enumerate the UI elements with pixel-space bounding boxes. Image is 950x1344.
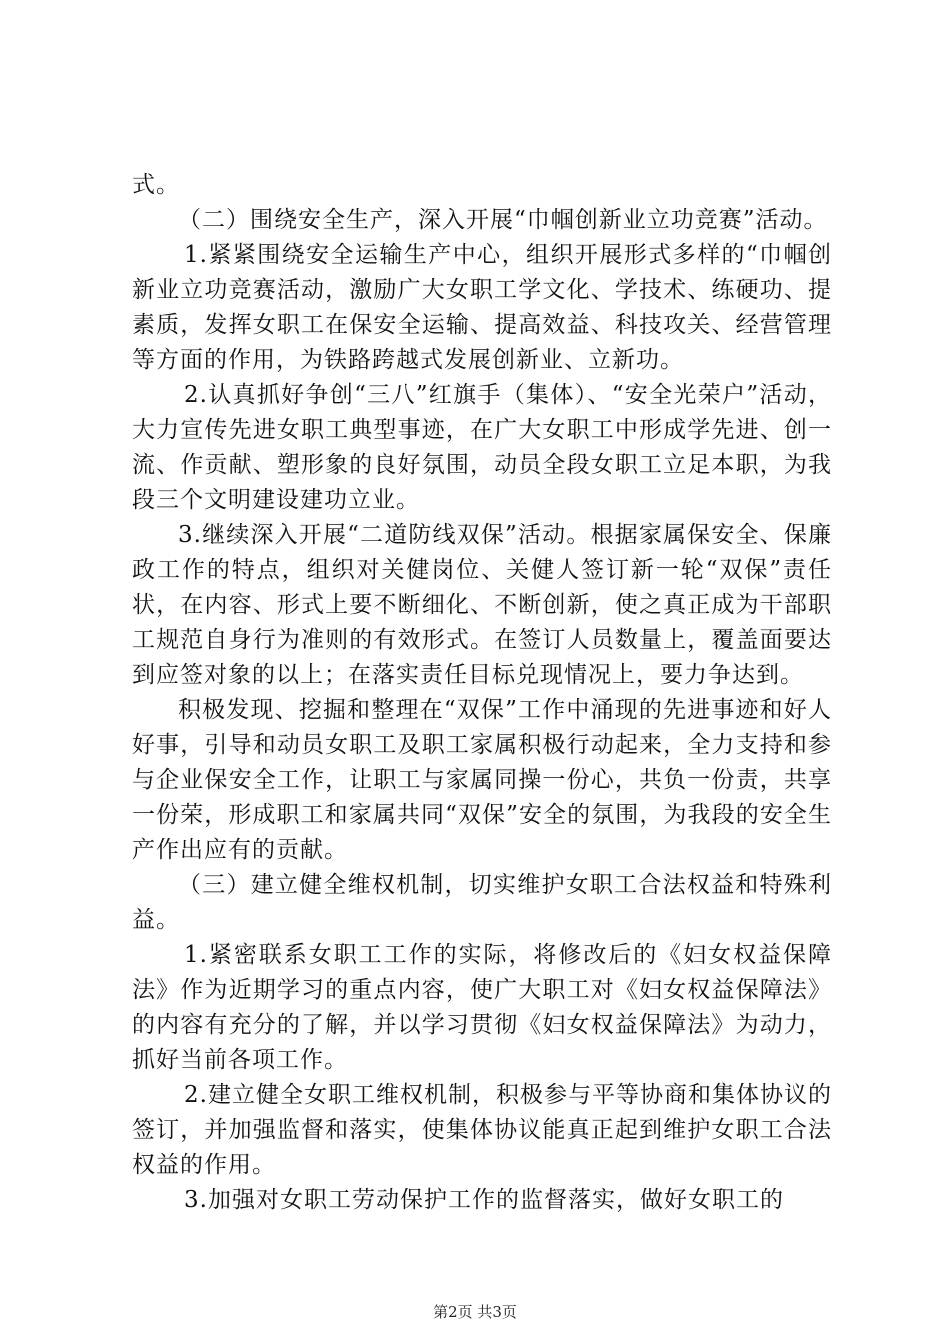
paragraph-item: 3.加强对女职工劳动保护工作的监督落实，做好女职工的 (184, 1187, 784, 1213)
page-footer: 第2页 共3页 (433, 1303, 517, 1321)
paragraph-item: 2.认真抓好争创“三八”红旗手（集体）、“安全光荣户”活动，大力宣传先进女职工典型事迹，在广大女职工中形成学先进、创一流、作贡献、塑形象的良好氛围，动员全段女职工立足本职，为我段三个文明建设建功立业。 (132, 382, 832, 513)
document-body (132, 168, 832, 1218)
paragraph-item: 2.建立健全女职工维权机制，积极参与平等协商和集体协议的签订，并加强监督和落实，使集体协议能真正起到维护女职工合法权益的作用。 (132, 1082, 832, 1178)
paragraph-item: 1.紧密联系女职工工作的实际，将修改后的《妇女权益保障法》作为近期学习的重点内容，使广大职工对《妇女权益保障法》的内容有充分的了解，并以学习贯彻《妇女权益保障法》为动力，抓好当前各项工作。 (132, 942, 832, 1073)
paragraph-item: 1.紧紧围绕安全运输生产中心，组织开展形式多样的“巾帼创新业立功竞赛活动，激励广大女职工学文化、学技术、练硬功、提素质，发挥女职工在保安全运输、提高效益、科技攻关、经营管理等方面的作用，为铁路跨越式发展创新业、立新功。 (132, 242, 832, 373)
paragraph-item: 3.继续深入开展“二道防线双保”活动。根据家属保安全、保廉政工作的特点，组织对关健岗位、关健人签订新一轮“双保”责任状，在内容、形式上要不断细化、不断创新，使之真正成为干部职工规范自身行为准则的有效形式。在签订人员数量上，覆盖面要达到应签对象的以上；在落实责任目标兑现情况上，要力争达到。 (132, 522, 832, 688)
section-heading-2: （二）围绕安全生产，深入开展“巾帼创新业立功竞赛”活动。 (178, 207, 828, 233)
paragraph-continuation: 式。 (132, 172, 180, 198)
section-heading-3: （三）建立健全维权机制，切实维护女职工合法权益和特殊利益。 (132, 872, 832, 933)
paragraph: 积极发现、挖掘和整理在“双保”工作中涌现的先进事迹和好人好事，引导和动员女职工及职工家属积极行动起来，全力支持和参与企业保安全工作，让职工与家属同操一份心，共负一份责，共享一份荣，形成职工和家属共同“双保”安全的氛围，为我段的安全生产作出应有的贡献。 (132, 697, 832, 863)
